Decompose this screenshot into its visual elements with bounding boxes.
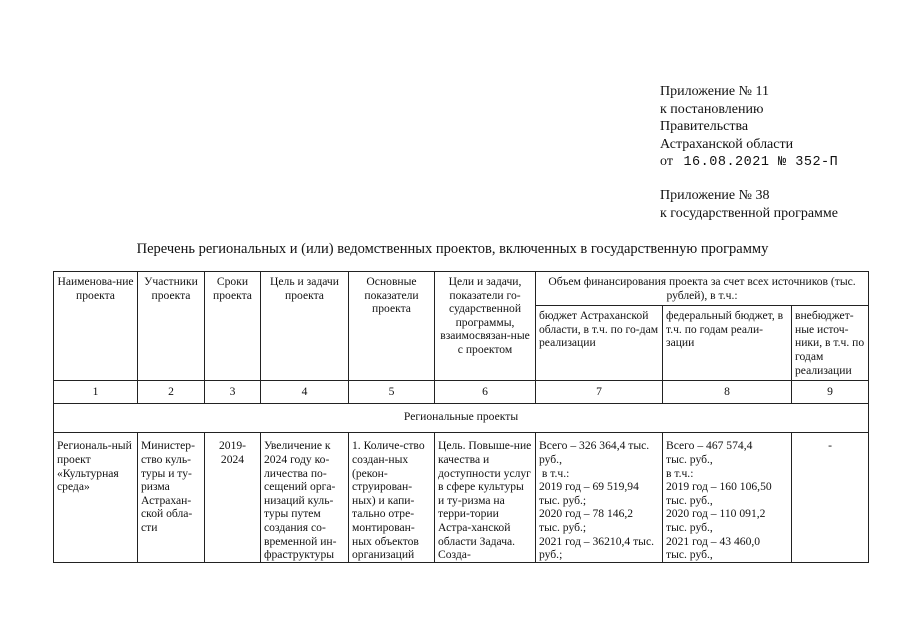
funding-line: тыс. руб., [666, 548, 713, 562]
column-number-row [54, 381, 869, 404]
appendix-line: Астраханской области [660, 136, 794, 152]
header-program-goals: Цели и задачи, показатели го-сударственной программы, взаимосвязан-ные с проектом [435, 272, 536, 381]
cell-program-goals: Цель. Повыше-ние качества и доступности услуг в сфере культуры и ту-ризма на терри-тории Астра-ханской области Задача. Созда- [435, 433, 536, 562]
date-line [660, 153, 838, 172]
funding-line: тыс. руб., [666, 493, 713, 507]
cell-participants: Министер-ство куль-туры и ту-ризма Астрахан-ской обла-сти [138, 433, 205, 562]
header-goal: Цель и задачи проекта [261, 272, 349, 381]
funding-line: руб.; [539, 548, 563, 562]
column-number: 1 [54, 381, 138, 404]
header-participants: Участники проекта [138, 272, 205, 381]
table-header-row [54, 272, 869, 306]
cell-indicators: 1. Количе-ство создан-ных (рекон-струирован-ных) и капи-тально отре-монтирован-ных объектов организаций [349, 433, 435, 562]
funding-line: Всего – 326 364,4 тыс. [539, 439, 650, 453]
cell-goal: Увеличение к 2024 году ко-личества по-сещений орга-низаций куль-туры путем создания со-временной ин-фраструктуры [261, 433, 349, 562]
funding-line: 2019 год – 160 106,50 [666, 480, 772, 494]
column-number: 6 [435, 381, 536, 404]
header-funding: Объем финансирования проекта за счет всех источников (тыс. рублей), в т.ч.: [536, 272, 869, 306]
cell-federal-budget [663, 433, 792, 562]
section-row [54, 403, 869, 433]
funding-line: 2021 год – 43 460,0 [666, 534, 761, 548]
funding-line: 2021 год – 36210,4 тыс. [539, 534, 654, 548]
funding-line: тыс. руб., [666, 520, 713, 534]
appendix-line: Приложение № 11 [660, 84, 769, 99]
cell-extra-budget: - [792, 433, 869, 562]
column-number: 9 [792, 381, 869, 404]
funding-line: тыс. руб.; [539, 493, 587, 507]
funding-line: 2020 год – 110 091,2 [666, 507, 766, 521]
funding-line: Всего – 467 574,4 [666, 439, 753, 453]
header-project-name: Наименова-ние проекта [54, 272, 138, 381]
header-terms: Сроки проекта [205, 272, 261, 381]
funding-line: 2019 год – 69 519,94 [539, 480, 639, 494]
funding-line: тыс. руб.; [539, 520, 587, 534]
column-number: 5 [349, 381, 435, 404]
document-title: Перечень региональных и (или) ведомственных проектов, включенных в государственную программу [136, 241, 769, 257]
column-number: 2 [138, 381, 205, 404]
column-number: 3 [205, 381, 261, 404]
header-federal-budget: федеральный бюджет, в т.ч. по годам реали-зации [663, 306, 792, 381]
appendix-line: к постановлению [660, 101, 764, 117]
column-number: 8 [663, 381, 792, 404]
header-indicators: Основные показатели проекта [349, 272, 435, 381]
date-prefix: от [660, 154, 673, 169]
funding-line: тыс. руб., [666, 452, 713, 466]
header-extra-budget: внебюджет-ные источ-ники, в т.ч. по годам реализации [792, 306, 869, 381]
cell-terms: 2019-2024 [205, 433, 261, 562]
program-appendix-line: Приложение № 38 [660, 188, 770, 203]
date-number: 16.08.2021 № 352-П [683, 155, 839, 170]
section-title: Региональные проекты [54, 403, 869, 433]
funding-line: в т.ч.: [666, 466, 694, 480]
appendix-block [660, 83, 838, 172]
funding-line: в т.ч.: [539, 466, 570, 480]
appendix-line: Правительства [660, 119, 749, 134]
column-number: 4 [261, 381, 349, 404]
cell-project-name: Региональ-ный проект «Культурная среда» [54, 433, 138, 562]
column-number: 7 [536, 381, 663, 404]
program-appendix-block [660, 187, 838, 222]
funding-line: 2020 год – 78 146,2 [539, 507, 634, 521]
projects-table [53, 271, 869, 563]
funding-line: руб., [539, 452, 562, 466]
program-appendix-line: к государственной программе [660, 205, 838, 221]
header-regional-budget: бюджет Астраханской области, в т.ч. по го-дам реализации [536, 306, 663, 381]
table-row [54, 433, 869, 562]
cell-regional-budget [536, 433, 663, 562]
